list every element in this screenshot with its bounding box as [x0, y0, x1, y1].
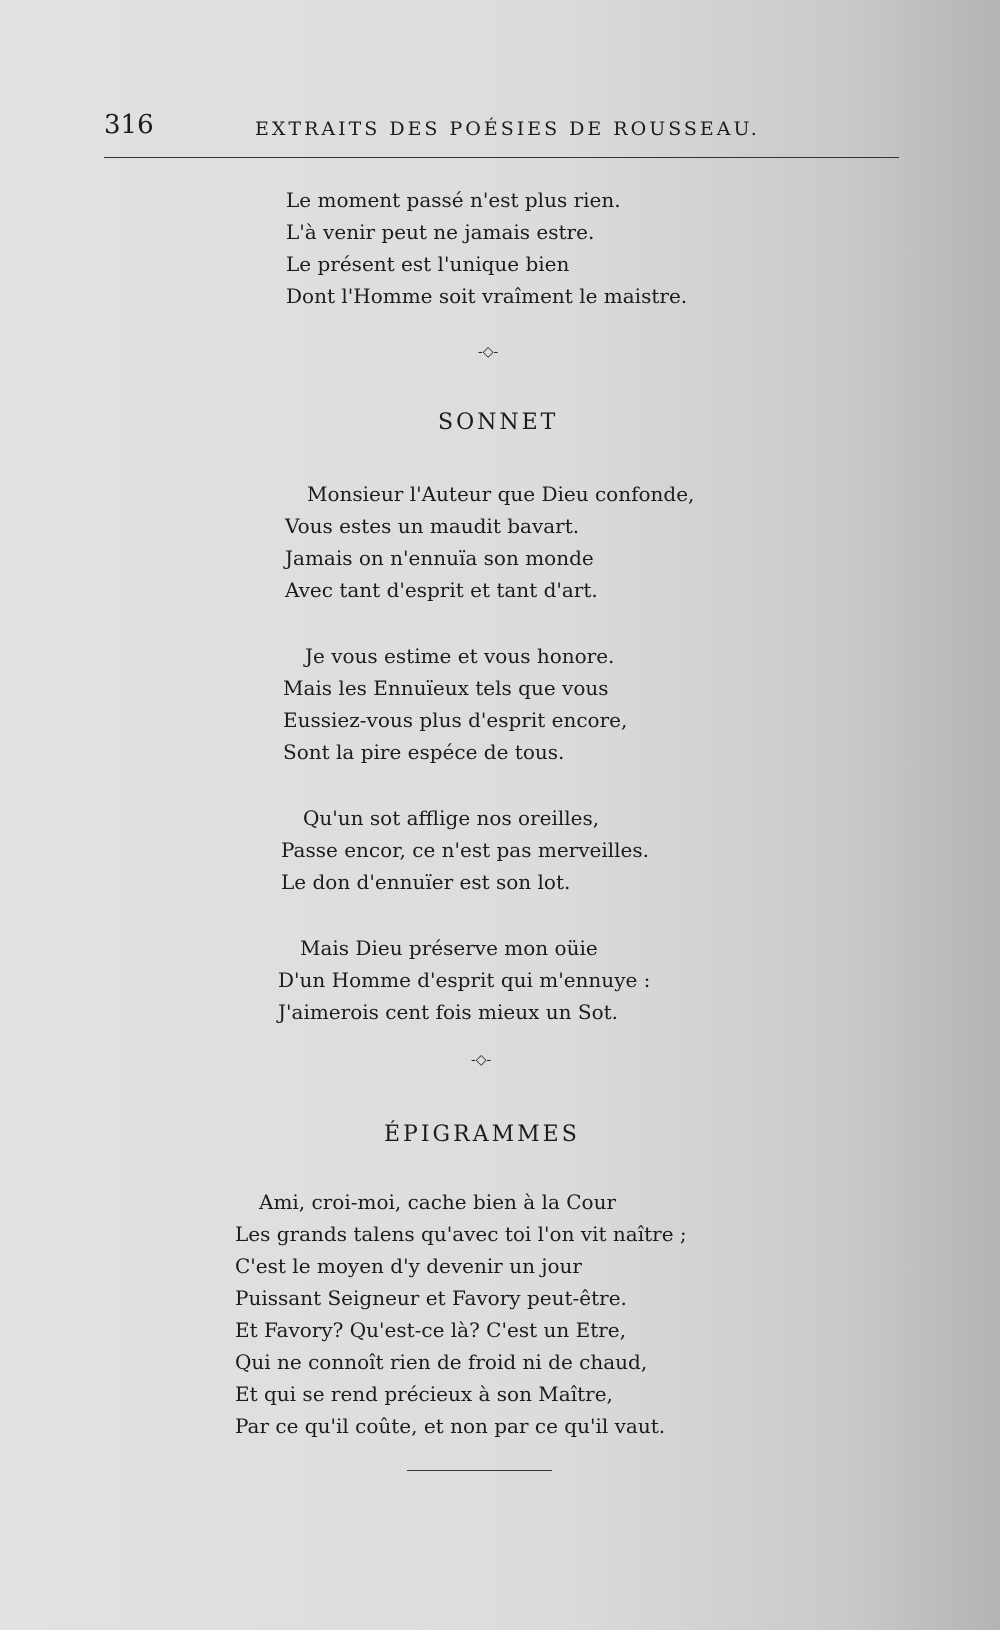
verse-line: Le don d'ennuïer est son lot.	[281, 870, 571, 894]
epigramme-stanza	[235, 1186, 687, 1442]
verse-line: Sont la pire espéce de tous.	[283, 740, 565, 764]
verse-line: Qui ne connoît rien de froid ni de chaud,	[235, 1350, 648, 1374]
verse-line: Puissant Seigneur et Favory peut-être.	[235, 1286, 627, 1310]
verse-line: Monsieur l'Auteur que Dieu confonde,	[307, 482, 695, 506]
verse-line: Jamais on n'ennuïa son monde	[285, 546, 594, 570]
verse-line: Avec tant d'esprit et tant d'art.	[285, 578, 598, 602]
verse-line: Ami, croi-moi, cache bien à la Cour	[259, 1190, 617, 1214]
sonnet-stanza-4	[278, 932, 650, 1028]
verse-line: Le présent est l'unique bien	[286, 252, 570, 276]
verse-line: Qu'un sot afflige nos oreilles,	[303, 806, 600, 830]
intro-stanza	[286, 184, 687, 312]
page-number: 316	[104, 110, 154, 140]
verse-line: Par ce qu'il coûte, et non par ce qu'il vaut.	[235, 1414, 666, 1438]
verse-line: C'est le moyen d'y devenir un jour	[235, 1254, 582, 1278]
verse-line: J'aimerois cent fois mieux un Sot.	[278, 1000, 618, 1024]
verse-line: Mais Dieu préserve mon oüie	[300, 936, 598, 960]
verse-line: Et Favory? Qu'est-ce là? C'est un Etre,	[235, 1318, 626, 1342]
sonnet-stanza-3	[281, 802, 649, 898]
verse-line: Vous estes un maudit bavart.	[285, 514, 580, 538]
sonnet-stanza-1	[285, 478, 694, 606]
verse-line: D'un Homme d'esprit qui m'ennuye :	[278, 968, 651, 992]
sonnet-stanza-2	[283, 640, 627, 768]
running-head: EXTRAITS DES POÉSIES DE ROUSSEAU.	[255, 118, 760, 140]
epigrammes-title: ÉPIGRAMMES	[384, 1122, 580, 1147]
verse-line: Eussiez-vous plus d'esprit encore,	[283, 708, 628, 732]
verse-line: Dont l'Homme soit vraîment le maistre.	[286, 284, 688, 308]
sonnet-title: SONNET	[438, 410, 559, 435]
header-rule	[104, 157, 899, 158]
verse-line: Je vous estime et vous honore.	[305, 644, 615, 668]
verse-line: L'à venir peut ne jamais estre.	[286, 220, 595, 244]
verse-line: Mais les Ennuïeux tels que vous	[283, 676, 609, 700]
verse-line: Passe encor, ce n'est pas merveilles.	[281, 838, 649, 862]
bottom-rule	[407, 1470, 552, 1471]
ornament-divider: -◇-	[478, 344, 499, 360]
verse-line: Les grands talens qu'avec toi l'on vit naître ;	[235, 1222, 687, 1246]
verse-line: Le moment passé n'est plus rien.	[286, 188, 621, 212]
verse-line: Et qui se rend précieux à son Maître,	[235, 1382, 613, 1406]
ornament-divider: -◇-	[471, 1052, 492, 1068]
